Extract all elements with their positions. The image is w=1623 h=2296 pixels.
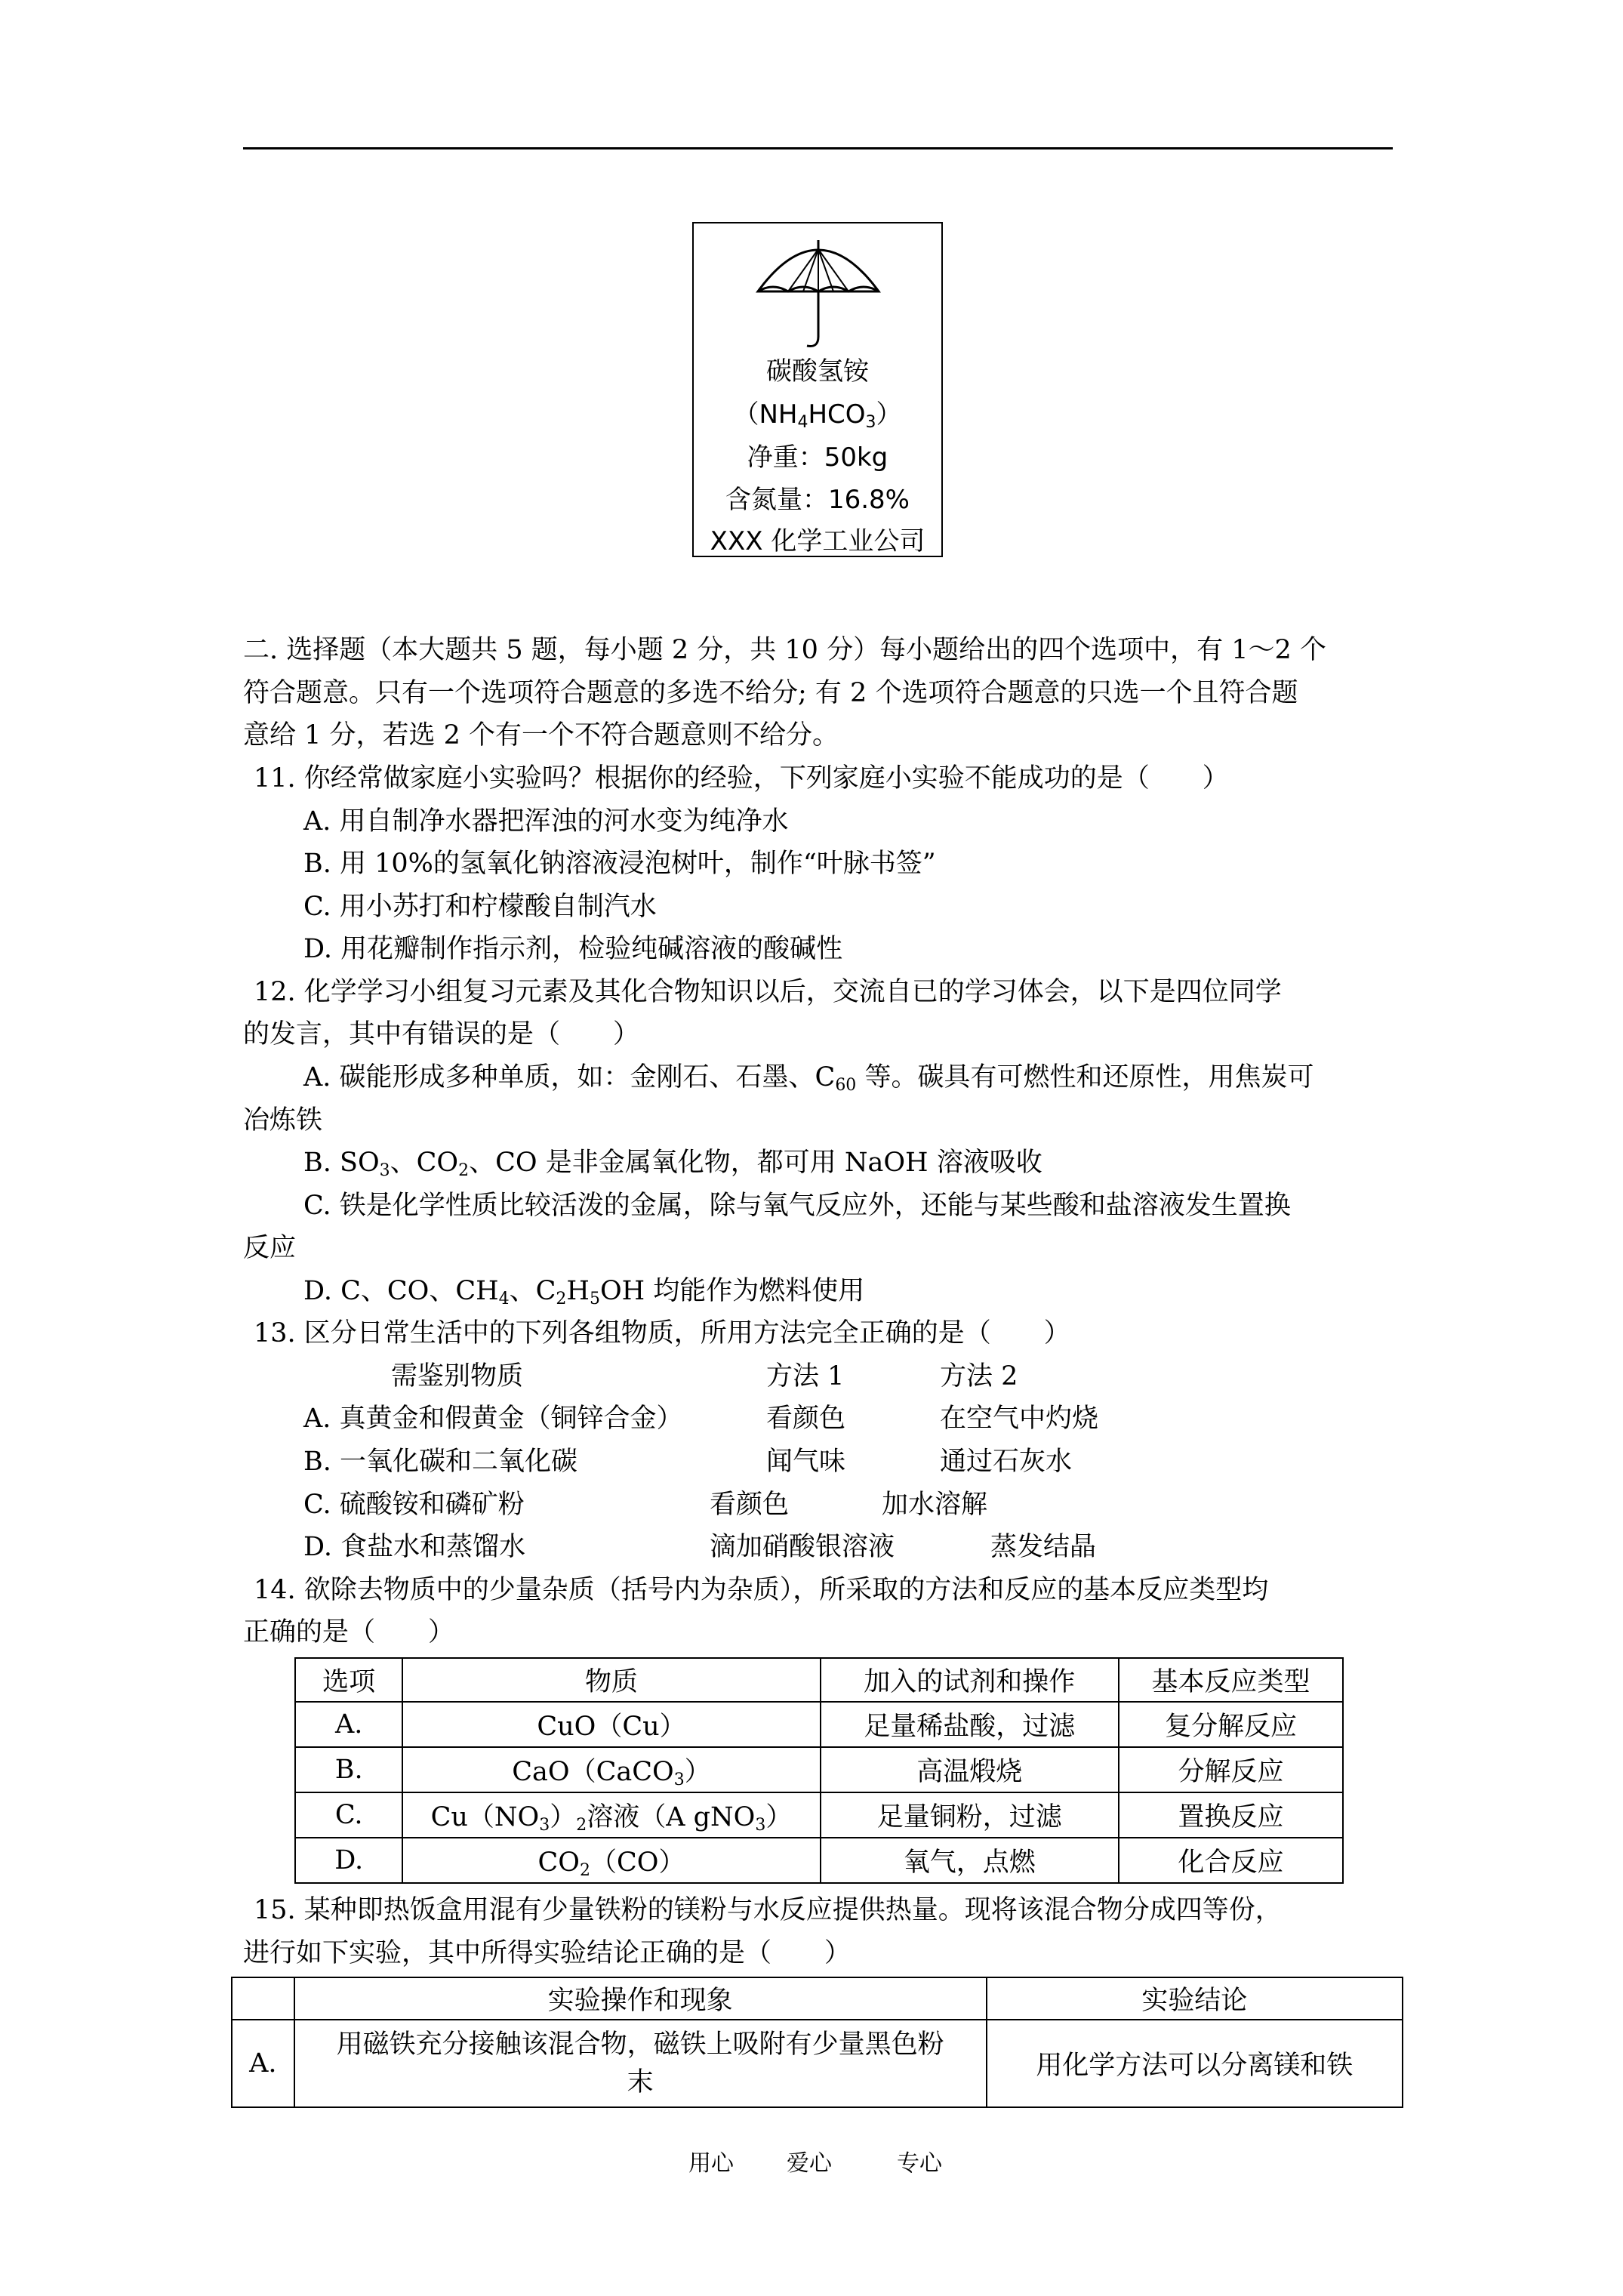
table-row — [232, 2020, 1403, 2107]
q11-stem: 11. 你经常做家庭小实验吗？根据你的经验，下列家庭小实验不能成功的是（ ） — [254, 763, 1229, 794]
q13-row-d-method1: 滴加硝酸银溶液 — [710, 1532, 895, 1562]
q14-stem-2: 正确的是（ ） — [243, 1617, 455, 1647]
q13-row-c-substance: C. 硫酸铵和磷矿粉 — [303, 1490, 525, 1520]
q14-row-b-option: B. — [295, 1747, 402, 1792]
q15-row-a-conclusion: 用化学方法可以分离镁和铁 — [987, 2020, 1403, 2107]
q13-row-c-method2: 加水溶解 — [882, 1490, 988, 1520]
header-rule — [243, 147, 1393, 149]
q13-row-d-method2: 蒸发结晶 — [990, 1532, 1097, 1562]
q15-stem-2: 进行如下实验，其中所得实验结论正确的是（ ） — [243, 1938, 852, 1968]
q14-row-c-type: 置换反应 — [1119, 1792, 1343, 1838]
q13-header-method2: 方法 2 — [940, 1361, 1018, 1391]
q14-row-a-type: 复分解反应 — [1119, 1702, 1343, 1747]
q14-header-type: 基本反应类型 — [1119, 1658, 1343, 1702]
q15-row-a-option: A. — [232, 2020, 294, 2107]
q15-row-a-operation: 用磁铁充分接触该混合物，磁铁上吸附有少量黑色粉 末 — [294, 2020, 987, 2107]
label-formula: $(NH_4HCO_3)$ — [733, 399, 902, 432]
q14-header-reagent: 加入的试剂和操作 — [821, 1658, 1119, 1702]
label-net-weight: 净重：50kg — [747, 442, 888, 473]
section2-line-3: 意给 1 分，若选 2 个有一个不符合题意则不给分。 — [243, 720, 839, 750]
q14-row-b-type: 分解反应 — [1119, 1747, 1343, 1792]
q14-row-d-reagent: 氧气，点燃 — [821, 1838, 1119, 1883]
label-company: XXX 化学工业公司 — [710, 526, 925, 556]
q14-row-c-reagent: 足量铜粉，过滤 — [821, 1792, 1119, 1838]
q11-option-c: C. 用小苏打和柠檬酸自制汽水 — [303, 892, 657, 922]
q13-row-b-substance: B. 一氧化碳和二氧化碳 — [303, 1447, 577, 1477]
q14-row-b-substance: CaO（CaCO$_3$） — [402, 1747, 820, 1792]
q13-row-b-method1: 闻气味 — [766, 1447, 846, 1477]
q14-row-d-substance: $CO_2(CO)$ — [402, 1838, 820, 1883]
q12-stem-2: 的发言，其中有错误的是（ ） — [243, 1019, 640, 1049]
q14-row-c-option: C. — [295, 1792, 402, 1838]
q14-row-a-reagent: 足量稀盐酸，过滤 — [821, 1702, 1119, 1747]
footer-text-3: 专心 — [897, 2150, 942, 2177]
q11-option-d: D. 用花瓣制作指示剂，检验纯碱溶液的酸碱性 — [303, 934, 843, 964]
section2-line-1: 二. 选择题（本大题共 5 题，每小题 2 分，共 10 分）每小题给出的四个选项中，有 1～2 个 — [243, 635, 1326, 665]
q12-option-d: D. C、CO、$CH_4$、$C_2H_5OH$ 均能作为燃料使用 — [303, 1276, 865, 1308]
q15-header-operation: 实验操作和现象 — [294, 1977, 987, 2020]
table-row — [295, 1747, 1343, 1792]
q14-row-d-option: D. — [295, 1838, 402, 1883]
q15-stem-1: 15. 某种即热饭盒用混有少量铁粉的镁粉与水反应提供热量。现将该混合物分成四等份， — [254, 1895, 1282, 1925]
q13-stem: 13. 区分日常生活中的下列各组物质，所用方法完全正确的是（ ） — [254, 1318, 1070, 1348]
q13-row-b-method2: 通过石灰水 — [940, 1447, 1073, 1477]
umbrella-icon — [754, 239, 882, 352]
q15-header-option — [232, 1977, 294, 2020]
q12-option-c-2: 反应 — [243, 1233, 297, 1263]
q14-header-substance: 物质 — [402, 1658, 820, 1702]
q11-option-b: B. 用 10%的氢氧化钠溶液浸泡树叶，制作“叶脉书签” — [303, 849, 936, 879]
label-name: 碳酸氢铵 — [766, 356, 869, 387]
q15-header-conclusion: 实验结论 — [987, 1977, 1403, 2020]
table-row — [295, 1792, 1343, 1838]
q14-row-a-option: A. — [295, 1702, 402, 1747]
q13-row-d-substance: D. 食盐水和蒸馏水 — [303, 1532, 526, 1562]
q14-row-b-reagent: 高温煅烧 — [821, 1747, 1119, 1792]
q14-table — [294, 1657, 1344, 1884]
q13-row-a-method2: 在空气中灼烧 — [940, 1404, 1099, 1434]
table-row — [295, 1838, 1343, 1883]
q12-stem-1: 12. 化学学习小组复习元素及其化合物知识以后，交流自已的学习体会，以下是四位同学 — [254, 977, 1282, 1007]
q12-option-b: B. $SO_3$、$CO_2$、CO 是非金属氧化物，都可用 NaOH 溶液吸收 — [303, 1148, 1042, 1180]
q13-header-method1: 方法 1 — [766, 1361, 845, 1391]
label-nitrogen: 含氮量：16.8% — [725, 485, 910, 515]
q12-option-a-2: 冶炼铁 — [243, 1105, 323, 1136]
q13-row-a-substance: A. 真黄金和假黄金（铜锌合金） — [303, 1404, 683, 1434]
q15-table — [231, 1977, 1403, 2108]
q14-header-option: 选项 — [295, 1658, 402, 1702]
q11-option-a: A. 用自制净水器把浑浊的河水变为纯净水 — [303, 806, 789, 837]
q14-row-a-substance: CuO（Cu） — [402, 1702, 820, 1747]
section2-line-2: 符合题意。只有一个选项符合题意的多选不给分; 有 2 个选项符合题意的只选一个且符合题 — [243, 678, 1298, 708]
q14-table-header — [295, 1658, 1343, 1702]
q14-row-c-substance: $Cu(NO_3)_2$溶液（A gNO$_3$） — [402, 1792, 820, 1838]
q12-option-c-1: C. 铁是化学性质比较活泼的金属，除与氧气反应外，还能与某些酸和盐溶液发生置换 — [303, 1191, 1291, 1221]
q13-header-substance: 需鉴别物质 — [391, 1361, 524, 1391]
q13-row-c-method1: 看颜色 — [710, 1490, 790, 1520]
footer-text-1: 用心 — [688, 2150, 734, 2177]
q14-row-d-type: 化合反应 — [1119, 1838, 1343, 1883]
q12-option-a-1: A. 碳能形成多种单质，如：金刚石、石墨、$C_{60}$ 等。碳具有可燃性和还原性，用焦炭可 — [303, 1062, 1314, 1095]
q13-row-a-method1: 看颜色 — [766, 1404, 846, 1434]
fertilizer-label — [692, 222, 943, 557]
table-row — [295, 1702, 1343, 1747]
q14-stem-1: 14. 欲除去物质中的少量杂质（括号内为杂质），所采取的方法和反应的基本反应类型均 — [254, 1575, 1269, 1605]
footer-text-2: 爱心 — [787, 2150, 832, 2177]
q15-table-header — [232, 1977, 1403, 2020]
